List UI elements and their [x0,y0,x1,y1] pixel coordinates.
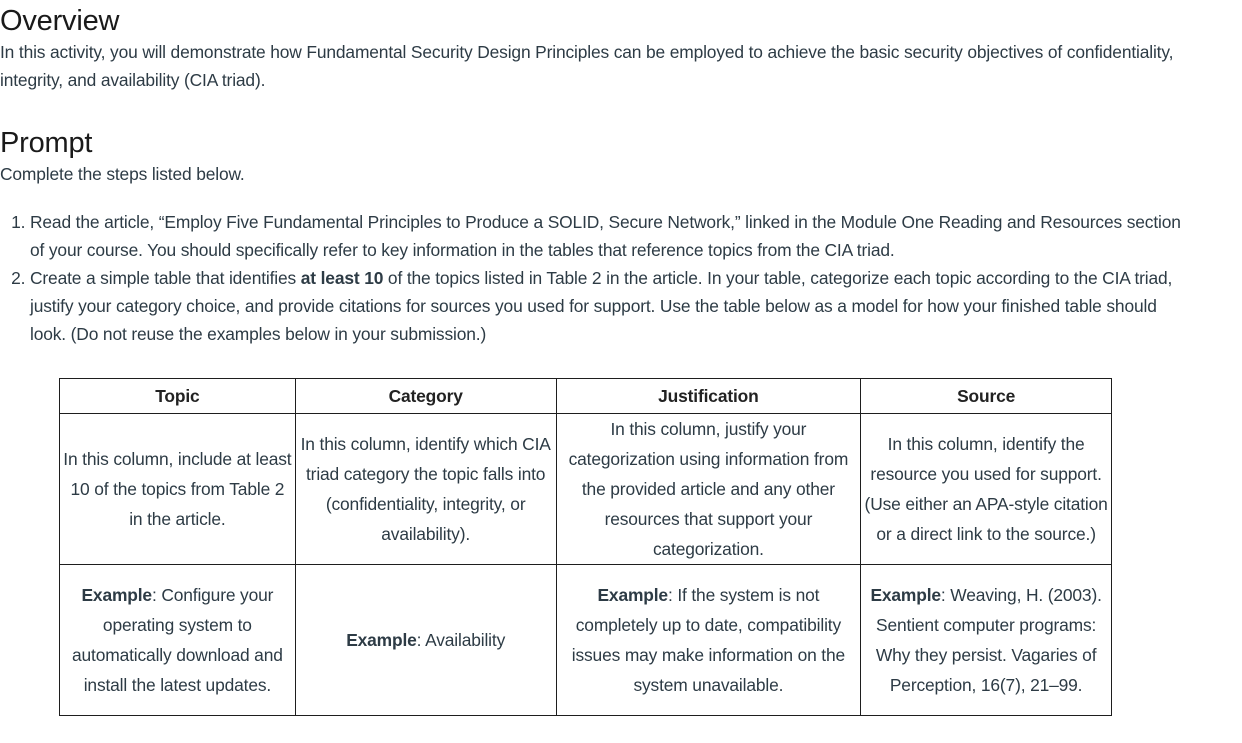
example-category [295,565,556,716]
example-justification [556,565,861,716]
instruction-category: In this column, identify which CIA triad category the topic falls into (confidentiality, integrity, or availability). [295,414,556,565]
header-justification: Justification [556,379,861,414]
step-2-text-after: of the topics listed in Table 2 in the article. In your table, categorize each topic according to the CIA triad, justify your category choice, and provide citations for sources you used for support. Use the table below as a model for how your finished table should look. (Do not reuse the examples below in your submission.) [30,268,1173,344]
header-topic: Topic [60,379,296,414]
steps-list [0,208,1190,348]
example-topic-text: : Configure your operating system to automatically download and install the latest updates. [72,585,283,695]
example-source [861,565,1112,716]
example-topic [60,565,296,716]
header-category: Category [295,379,556,414]
prompt-text: Complete the steps listed below. [0,164,245,184]
example-label: Example [346,630,417,650]
example-source-text: : Weaving, H. (2003). Sentient computer programs: Why they persist. Vagaries of Perception, 16(7), 21–99. [875,585,1102,695]
instruction-justification: In this column, justify your categorization using information from the provided article and any other resources that support your categorization. [556,414,861,565]
example-label: Example [81,585,152,605]
header-source: Source [861,379,1112,414]
model-table [59,378,1112,716]
step-2-text-before: Create a simple table that identifies [30,268,301,288]
table-header-row [60,379,1112,414]
overview-text: In this activity, you will demonstrate how Fundamental Security Design Principles can be employed to achieve the basic security objectives of confidentiality, integrity, and availability (CIA triad). [0,42,1174,90]
overview-heading: Overview [0,5,120,37]
table-row [60,414,1112,565]
example-justification-text: : If the system is not completely up to date, compatibility issues may make information on the system unavailable. [571,585,846,695]
prompt-heading: Prompt [0,127,93,159]
step-1 [30,208,1190,264]
step-2 [30,264,1190,348]
instruction-source: In this column, identify the resource you used for support. (Use either an APA-style citation or a direct link to the source.) [861,414,1112,565]
step-1-text: Read the article, “Employ Five Fundamental Principles to Produce a SOLID, Secure Network,” linked in the Module One Reading and Resources section of your course. You should specifically refer to key information in the tables that reference topics from the CIA triad. [30,212,1181,260]
example-category-text: : Availability [416,630,506,650]
table-row [60,565,1112,716]
instruction-topic: In this column, include at least 10 of the topics from Table 2 in the article. [60,414,296,565]
example-label: Example [597,585,668,605]
example-label: Example [870,585,941,605]
step-2-emphasis: at least 10 [300,268,384,288]
